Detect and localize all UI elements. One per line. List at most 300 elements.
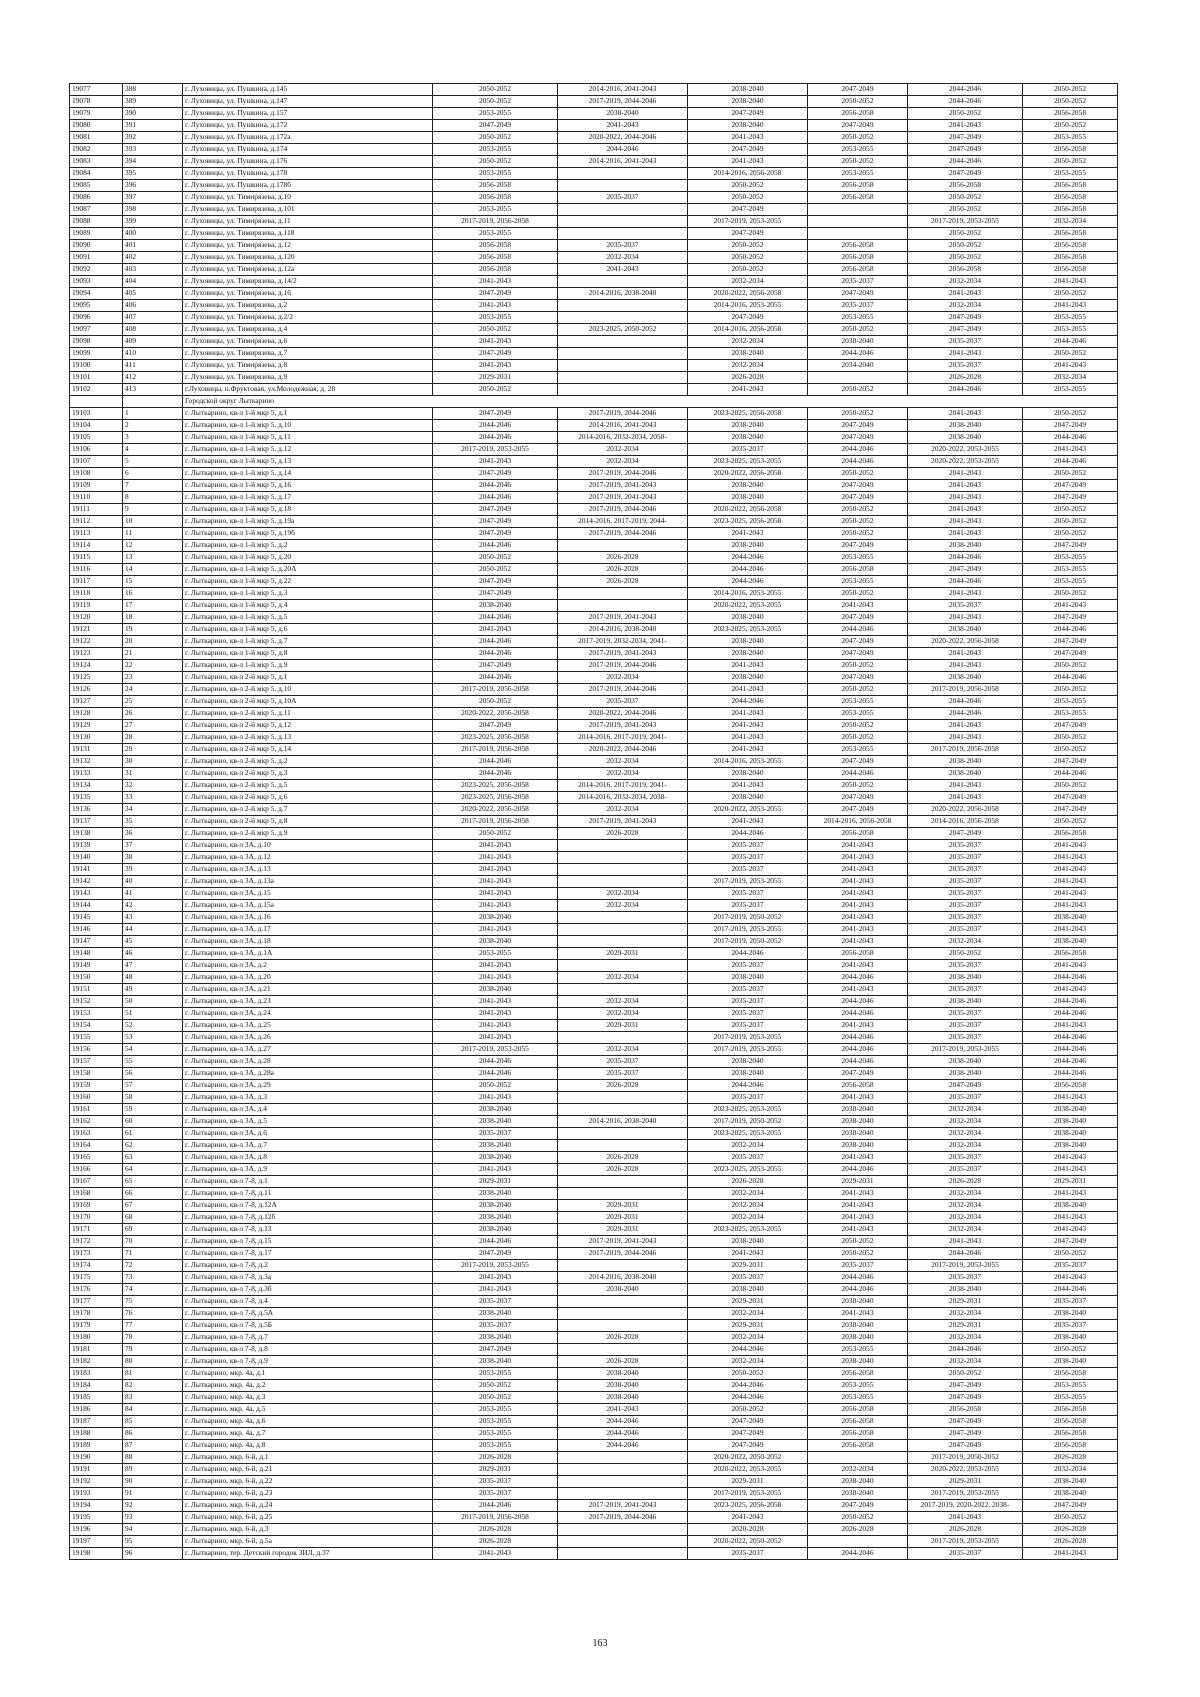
table-cell: 2053-2055 xyxy=(1023,384,1118,396)
table-cell: 2032-2034 xyxy=(558,1008,688,1020)
table-cell xyxy=(558,540,688,552)
table-cell: 2017-2019, 2053-2055 xyxy=(908,216,1023,228)
table-cell: г. Лыткарино, кв-л 2-й мкр 5, д.1 xyxy=(183,672,433,684)
table-row xyxy=(70,576,1118,588)
table-cell: 19102 xyxy=(70,384,123,396)
table-cell: г. Луховицы, ул. Пушкина, д.174 xyxy=(183,144,433,156)
table-cell: 19113 xyxy=(70,528,123,540)
table-cell: 2032-2034 xyxy=(688,336,808,348)
table-cell: 18 xyxy=(123,612,183,624)
table-cell: 2017-2019, 2053-2055 xyxy=(688,216,808,228)
table-cell: 19107 xyxy=(70,456,123,468)
table-cell: 2044-2046 xyxy=(1023,432,1118,444)
table-cell: 2023-2025, 2056-2058 xyxy=(688,1500,808,1512)
table-cell: г. Лыткарино, кв-л 7-8, д.5А xyxy=(183,1308,433,1320)
table-cell: 2035-2037 xyxy=(558,696,688,708)
table-cell: 2047-2049 xyxy=(1023,792,1118,804)
table-cell: г. Лыткарино, кв-л 1-й мкр 5, д.3 xyxy=(183,588,433,600)
table-cell: 2041-2043 xyxy=(1023,888,1118,900)
table-cell: г. Лыткарино, кв-л 2-й мкр 5, д.6 xyxy=(183,792,433,804)
table-cell: 2035-2037 xyxy=(688,1092,808,1104)
table-cell: 2029-2031 xyxy=(908,1320,1023,1332)
table-cell: 19 xyxy=(123,624,183,636)
table-cell: 2041-2043 xyxy=(433,1092,558,1104)
table-cell: 2047-2049 xyxy=(908,564,1023,576)
table-row xyxy=(70,348,1118,360)
table-cell: 19172 xyxy=(70,1236,123,1248)
table-row xyxy=(70,444,1118,456)
table-cell: 2041-2043 xyxy=(433,624,558,636)
table-cell: 2020-2022, 2053-2055 xyxy=(908,456,1023,468)
table-cell: 15 xyxy=(123,576,183,588)
table-cell: 2047-2049 xyxy=(808,636,908,648)
table-cell: 2044-2046 xyxy=(433,768,558,780)
table-cell: 24 xyxy=(123,684,183,696)
table-cell xyxy=(808,216,908,228)
table-cell: г. Лыткарино, кв-л 7-8, д.12А xyxy=(183,1200,433,1212)
table-cell: 2053-2055 xyxy=(1023,708,1118,720)
table-cell: 2050-2052 xyxy=(1023,288,1118,300)
table-cell: 2041-2043 xyxy=(908,468,1023,480)
table-cell: 2032-2034 xyxy=(558,672,688,684)
table-cell: 2020-2022, 2053-2055 xyxy=(908,1464,1023,1476)
table-cell: 2041-2043 xyxy=(808,1092,908,1104)
table-cell: 2047-2049 xyxy=(433,660,558,672)
table-cell: г. Лыткарино, кв-л 7-8, д.3б xyxy=(183,1284,433,1296)
table-cell: 19129 xyxy=(70,720,123,732)
table-row xyxy=(70,1476,1118,1488)
table-cell: 2038-2040 xyxy=(808,1116,908,1128)
table-cell: 19142 xyxy=(70,876,123,888)
table-cell: 2017-2019, 2044-2046 xyxy=(558,528,688,540)
table-cell: 2029-2031 xyxy=(688,1296,808,1308)
table-cell: г. Лыткарино, кв-л 7-8, д.9 xyxy=(183,1356,433,1368)
table-cell: 2050-2052 xyxy=(808,528,908,540)
table-cell: г. Лыткарино, мкр. 4а, д.7 xyxy=(183,1428,433,1440)
table-cell: 2038-2040 xyxy=(908,672,1023,684)
table-cell: 60 xyxy=(123,1116,183,1128)
table-cell: 2017-2019, 2041-2043 xyxy=(558,816,688,828)
table-cell: 2047-2049 xyxy=(808,1068,908,1080)
table-cell: 2041-2043 xyxy=(1023,1020,1118,1032)
table-cell: 2026-2028 xyxy=(558,1356,688,1368)
table-cell: 42 xyxy=(123,900,183,912)
table-cell: 19153 xyxy=(70,1008,123,1020)
table-cell: г. Лыткарино, кв-л 1-й мкр 5, д.1 xyxy=(183,408,433,420)
table-cell: 85 xyxy=(123,1416,183,1428)
table-cell: 406 xyxy=(123,300,183,312)
table-cell: 2041-2043 xyxy=(908,504,1023,516)
table-cell: 2038-2040 xyxy=(908,540,1023,552)
table-cell: 2041-2043 xyxy=(433,996,558,1008)
table-cell: 2044-2046 xyxy=(908,96,1023,108)
table-cell: 2047-2049 xyxy=(908,1440,1023,1452)
table-cell: 12 xyxy=(123,540,183,552)
table-cell: 32 xyxy=(123,780,183,792)
table-cell: 19177 xyxy=(70,1296,123,1308)
table-cell: 399 xyxy=(123,216,183,228)
table-cell: 2044-2046 xyxy=(433,1068,558,1080)
table-cell: 2056-2058 xyxy=(1023,1080,1118,1092)
table-row xyxy=(70,564,1118,576)
table-cell: 19178 xyxy=(70,1308,123,1320)
table-cell: г. Лыткарино, кв-л 7-8, д.3а xyxy=(183,1272,433,1284)
table-cell: 19187 xyxy=(70,1416,123,1428)
table-cell: 83 xyxy=(123,1392,183,1404)
table-cell: 2050-2052 xyxy=(1023,504,1118,516)
table-row xyxy=(70,1392,1118,1404)
table-cell: 2035-2037 xyxy=(908,360,1023,372)
table-cell: 23 xyxy=(123,672,183,684)
table-cell: 2026-2028 xyxy=(558,552,688,564)
table-cell: 49 xyxy=(123,984,183,996)
table-cell: 19174 xyxy=(70,1260,123,1272)
table-cell: 19167 xyxy=(70,1176,123,1188)
table-cell: 2056-2058 xyxy=(808,108,908,120)
register-table-sheet xyxy=(69,83,1117,1560)
table-cell: 2047-2049 xyxy=(808,792,908,804)
table-cell: 2050-2052 xyxy=(433,156,558,168)
table-cell: 2041-2043 xyxy=(908,792,1023,804)
table-cell: 2023-2025, 2056-2058 xyxy=(688,408,808,420)
table-cell: 2047-2049 xyxy=(688,1416,808,1428)
table-cell: 2056-2058 xyxy=(908,180,1023,192)
table-cell: 2044-2046 xyxy=(688,552,808,564)
table-cell: 403 xyxy=(123,264,183,276)
table-cell: 2029-2031 xyxy=(1023,1176,1118,1188)
table-cell: 2056-2058 xyxy=(808,1080,908,1092)
table-row xyxy=(70,132,1118,144)
table-cell: 77 xyxy=(123,1320,183,1332)
table-cell: 2038-2040 xyxy=(908,432,1023,444)
table-cell: 2050-2052 xyxy=(908,240,1023,252)
table-cell: 394 xyxy=(123,156,183,168)
table-cell: 2035-2037 xyxy=(1023,1320,1118,1332)
table-cell: г. Луховицы, ул. Пушкина, д.157 xyxy=(183,108,433,120)
table-cell: 2044-2046 xyxy=(908,84,1023,96)
table-cell: 31 xyxy=(123,768,183,780)
table-cell: 65 xyxy=(123,1176,183,1188)
table-cell: 2035-2037 xyxy=(908,900,1023,912)
table-row xyxy=(70,468,1118,480)
table-cell: 76 xyxy=(123,1308,183,1320)
table-cell: 2047-2049 xyxy=(808,1500,908,1512)
table-cell: г. Лыткарино, кв-л 3А, д.3 xyxy=(183,1092,433,1104)
table-cell: 63 xyxy=(123,1152,183,1164)
table-cell: 2041-2043 xyxy=(433,276,558,288)
table-row xyxy=(70,312,1118,324)
table-cell: 2044-2046 xyxy=(688,1344,808,1356)
table-cell: 2041-2043 xyxy=(688,732,808,744)
table-cell: г. Луховицы, ул. Тимирязева, д.101 xyxy=(183,204,433,216)
table-cell: 2047-2049 xyxy=(808,420,908,432)
table-cell: 2041-2043 xyxy=(1023,444,1118,456)
table-cell: 2038-2040 xyxy=(433,600,558,612)
table-cell: 408 xyxy=(123,324,183,336)
table-cell: 2050-2052 xyxy=(808,156,908,168)
table-cell: 2047-2049 xyxy=(808,120,908,132)
table-row xyxy=(70,1488,1118,1500)
table-cell: 2041-2043 xyxy=(433,1032,558,1044)
table-cell: 2041-2043 xyxy=(908,528,1023,540)
table-cell xyxy=(558,312,688,324)
table-cell: 2050-2052 xyxy=(1023,816,1118,828)
table-cell: 2041-2043 xyxy=(1023,1224,1118,1236)
table-cell: 2050-2052 xyxy=(1023,468,1118,480)
table-cell: 2053-2055 xyxy=(433,228,558,240)
table-cell: 2050-2052 xyxy=(908,228,1023,240)
table-row xyxy=(70,408,1118,420)
table-cell: 2050-2052 xyxy=(808,408,908,420)
table-cell: г. Лыткарино, кв-л 3А, д.10 xyxy=(183,840,433,852)
table-cell: 2053-2055 xyxy=(433,312,558,324)
table-row xyxy=(70,672,1118,684)
table-cell: 19180 xyxy=(70,1332,123,1344)
table-cell: 2041-2043 xyxy=(1023,1212,1118,1224)
table-cell: 2041-2043 xyxy=(433,300,558,312)
table-cell: 2044-2046 xyxy=(1023,1068,1118,1080)
table-cell: 19138 xyxy=(70,828,123,840)
table-cell: 2044-2046 xyxy=(688,948,808,960)
table-cell: 19140 xyxy=(70,852,123,864)
table-cell: 2017-2019, 2050-2052 xyxy=(688,912,808,924)
table-row xyxy=(70,1044,1118,1056)
table-cell: 2017-2019, 2056-2058 xyxy=(908,684,1023,696)
table-cell: 400 xyxy=(123,228,183,240)
table-cell: 16 xyxy=(123,588,183,600)
table-row xyxy=(70,780,1118,792)
table-cell: 2038-2040 xyxy=(808,1476,908,1488)
table-row xyxy=(70,948,1118,960)
table-cell: 2035-2037 xyxy=(433,1296,558,1308)
table-cell: 2044-2046 xyxy=(558,1428,688,1440)
table-cell xyxy=(558,1524,688,1536)
table-cell: 2041-2043 xyxy=(908,348,1023,360)
table-cell: 2035-2037 xyxy=(558,1068,688,1080)
table-cell: 51 xyxy=(123,1008,183,1020)
table-cell: г. Лыткарино, кв-л 7-8, д.2 xyxy=(183,1260,433,1272)
table-row xyxy=(70,1116,1118,1128)
table-cell: 19184 xyxy=(70,1380,123,1392)
table-cell: 405 xyxy=(123,288,183,300)
table-cell: г. Лыткарино, кв-л 3А, д.27 xyxy=(183,1044,433,1056)
table-cell: 2017-2019, 2053-2055 xyxy=(908,1536,1023,1548)
table-cell: 2038-2040 xyxy=(688,768,808,780)
table-cell: 2047-2049 xyxy=(1023,636,1118,648)
table-row xyxy=(70,840,1118,852)
table-cell: 2050-2052 xyxy=(808,1248,908,1260)
table-cell: 2053-2055 xyxy=(1023,168,1118,180)
table-cell: 2032-2034 xyxy=(908,1212,1023,1224)
table-body-lytkarino xyxy=(70,408,1118,1560)
table-cell: 68 xyxy=(123,1212,183,1224)
table-cell: 2041-2043 xyxy=(1023,864,1118,876)
table-cell: г. Луховицы, ул. Пушкина, д.172а xyxy=(183,132,433,144)
table-cell: 2017-2019, 2041-2043 xyxy=(558,1236,688,1248)
table-cell: г. Лыткарино, кв-л 3А, д.28а xyxy=(183,1068,433,1080)
table-cell: 19084 xyxy=(70,168,123,180)
table-cell: 2041-2043 xyxy=(908,480,1023,492)
table-cell: 2032-2034 xyxy=(558,456,688,468)
table-cell: 2047-2049 xyxy=(908,1392,1023,1404)
table-cell: г. Лыткарино, кв-л 2-й мкр 5, д.5 xyxy=(183,780,433,792)
table-cell: г. Луховицы, ул. Тимирязева, д.7 xyxy=(183,348,433,360)
table-cell: г. Лыткарино, кв-л 3А, д.17 xyxy=(183,924,433,936)
table-cell: 2035-2037 xyxy=(908,336,1023,348)
table-cell: 19158 xyxy=(70,1068,123,1080)
table-cell: 2026-2028 xyxy=(908,1176,1023,1188)
table-row xyxy=(70,432,1118,444)
table-cell: г.Луховицы, п.Фруктовая, ул.Молодежная, д. 28 xyxy=(183,384,433,396)
table-cell: г. Лыткарино, кв-л 3А, д.29 xyxy=(183,1080,433,1092)
table-cell: 2038-2040 xyxy=(1023,1332,1118,1344)
table-cell: г. Лыткарино, кв-л 7-8, д.17 xyxy=(183,1248,433,1260)
table-cell: 94 xyxy=(123,1524,183,1536)
table-cell: 2035-2037 xyxy=(908,600,1023,612)
table-cell: 2041-2043 xyxy=(433,456,558,468)
table-cell: 2038-2040 xyxy=(808,1488,908,1500)
table-cell: 2050-2052 xyxy=(1023,120,1118,132)
table-cell: 2041-2043 xyxy=(688,384,808,396)
table-cell: 53 xyxy=(123,1032,183,1044)
table-cell: 2035-2037 xyxy=(908,1548,1023,1560)
table-cell: 2047-2049 xyxy=(808,540,908,552)
table-cell: 2023-2025, 2056-2058 xyxy=(433,732,558,744)
table-cell: 84 xyxy=(123,1404,183,1416)
table-cell: 2038-2040 xyxy=(433,1224,558,1236)
table-cell: 41 xyxy=(123,888,183,900)
table-cell: 19175 xyxy=(70,1272,123,1284)
table-cell: 11 xyxy=(123,528,183,540)
table-cell: 2041-2043 xyxy=(808,1200,908,1212)
table-cell: 2029-2031 xyxy=(558,1200,688,1212)
table-cell: 2056-2058 xyxy=(433,180,558,192)
table-row xyxy=(70,1380,1118,1392)
table-row xyxy=(70,864,1118,876)
table-cell: 2035-2037 xyxy=(908,864,1023,876)
table-cell: 54 xyxy=(123,1044,183,1056)
table-cell: 19183 xyxy=(70,1368,123,1380)
table-cell: 2056-2058 xyxy=(908,1404,1023,1416)
table-row xyxy=(70,372,1118,384)
table-cell: 2038-2040 xyxy=(908,756,1023,768)
table-cell: г. Лыткарино, кв-л 3А, д.21 xyxy=(183,984,433,996)
table-cell: 2053-2055 xyxy=(1023,552,1118,564)
table-cell: 93 xyxy=(123,1512,183,1524)
table-cell: 2041-2043 xyxy=(1023,600,1118,612)
table-cell: г. Луховицы, ул. Тимирязева, д.12 xyxy=(183,240,433,252)
table-cell: г. Лыткарино, кв-л 2-й мкр 5, д.14 xyxy=(183,744,433,756)
table-cell xyxy=(558,216,688,228)
table-cell: 19132 xyxy=(70,756,123,768)
table-cell: 91 xyxy=(123,1488,183,1500)
table-row xyxy=(70,516,1118,528)
table-cell: 2053-2055 xyxy=(1023,696,1118,708)
table-cell: 2044-2046 xyxy=(1023,768,1118,780)
table-cell: 2044-2046 xyxy=(808,1272,908,1284)
table-cell: 2050-2052 xyxy=(433,828,558,840)
table-cell: 2014-2016, 2053-2055 xyxy=(688,300,808,312)
table-cell: 2041-2043 xyxy=(1023,1272,1118,1284)
table-cell: г. Лыткарино, кв-л 3А, д.23 xyxy=(183,996,433,1008)
table-cell: 19165 xyxy=(70,1152,123,1164)
table-cell: 2035-2037 xyxy=(808,1260,908,1272)
table-cell: 95 xyxy=(123,1536,183,1548)
table-cell: 388 xyxy=(123,84,183,96)
table-row xyxy=(70,708,1118,720)
table-cell: 2050-2052 xyxy=(1023,528,1118,540)
table-cell: 2035-2037 xyxy=(908,984,1023,996)
table-cell: г. Луховицы, ул. Тимирязева, д.12а xyxy=(183,264,433,276)
table-cell: 2050-2052 xyxy=(808,660,908,672)
table-cell: г. Лыткарино, кв-л 7-8, д.5Б xyxy=(183,1320,433,1332)
table-row xyxy=(70,1416,1118,1428)
table-cell: 2020-2022, 2056-2058 xyxy=(433,708,558,720)
table-cell: 2050-2052 xyxy=(688,264,808,276)
table-cell: 2038-2040 xyxy=(808,336,908,348)
table-cell: 2044-2046 xyxy=(808,1008,908,1020)
table-cell: 2038-2040 xyxy=(433,912,558,924)
repair-schedule-table xyxy=(69,83,1118,1560)
table-row xyxy=(70,1296,1118,1308)
table-cell: 19185 xyxy=(70,1392,123,1404)
table-cell: 2044-2046 xyxy=(433,480,558,492)
table-cell: 2047-2049 xyxy=(1023,1236,1118,1248)
table-cell: 2032-2034 xyxy=(688,1356,808,1368)
table-cell: 2056-2058 xyxy=(433,192,558,204)
table-cell: 2026-2028 xyxy=(433,1536,558,1548)
table-cell: 19149 xyxy=(70,960,123,972)
table-cell: г. Лыткарино, мкр. 6-й, д.1 xyxy=(183,1452,433,1464)
table-cell xyxy=(558,1488,688,1500)
table-cell xyxy=(558,984,688,996)
table-cell: 2017-2019, 2056-2058 xyxy=(433,816,558,828)
table-cell: 43 xyxy=(123,912,183,924)
table-row xyxy=(70,228,1118,240)
table-cell: 2041-2043 xyxy=(433,960,558,972)
table-cell: г. Лыткарино, мкр. 6-й, д.21 xyxy=(183,1464,433,1476)
table-cell: 2035-2037 xyxy=(1023,1260,1118,1272)
table-cell: 2053-2055 xyxy=(1023,324,1118,336)
table-cell: 2041-2043 xyxy=(1023,984,1118,996)
table-cell: г. Лыткарино, кв-л 2-й мкр 5, д.10А xyxy=(183,696,433,708)
table-cell xyxy=(558,960,688,972)
table-cell xyxy=(558,1104,688,1116)
table-row xyxy=(70,1320,1118,1332)
table-cell: 2053-2055 xyxy=(808,168,908,180)
table-cell: 35 xyxy=(123,816,183,828)
table-cell: г. Лыткарино, кв-л 7-8, д.13 xyxy=(183,1224,433,1236)
table-cell: 2035-2037 xyxy=(688,960,808,972)
table-cell: 2038-2040 xyxy=(688,1236,808,1248)
table-cell: 2020-2022, 2044-2046 xyxy=(558,744,688,756)
table-cell: 407 xyxy=(123,312,183,324)
table-cell xyxy=(558,1260,688,1272)
table-cell: 50 xyxy=(123,996,183,1008)
table-row xyxy=(70,1464,1118,1476)
table-cell: 2041-2043 xyxy=(908,1236,1023,1248)
table-row xyxy=(70,1236,1118,1248)
table-cell: 2050-2052 xyxy=(808,324,908,336)
table-cell: 2041-2043 xyxy=(1023,924,1118,936)
table-cell: 2047-2049 xyxy=(908,1080,1023,1092)
table-cell: 19151 xyxy=(70,984,123,996)
table-cell: 2053-2055 xyxy=(808,312,908,324)
table-row xyxy=(70,984,1118,996)
table-cell: 2044-2046 xyxy=(558,1416,688,1428)
table-cell: 2014-2016, 2053-2055 xyxy=(688,588,808,600)
table-cell xyxy=(808,372,908,384)
